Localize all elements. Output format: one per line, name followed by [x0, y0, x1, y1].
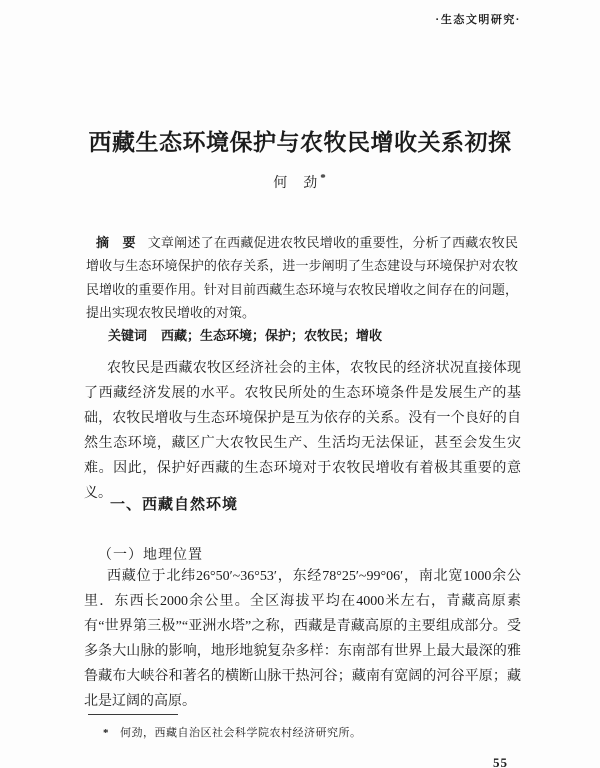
abstract-paragraph [86, 231, 518, 325]
article-title: 西藏生态环境保护与农牧民增收关系初探 [88, 129, 512, 155]
author-line [0, 172, 600, 192]
abstract-label: 摘 要 [96, 235, 136, 250]
section-heading: 一、西藏自然环境 [110, 496, 239, 513]
footnote [103, 724, 503, 740]
footnote-text: 何劲，西藏自治区社会科学院农村经济研究所。 [120, 727, 362, 739]
keywords-line [86, 324, 518, 347]
author-name: 何 劲 [273, 176, 319, 191]
geography-paragraph: 西藏位于北纬26°50′~36°53′，东经78°25′~99°06′，南北宽1000余公里．东西长2000余公里。全区海拔平均在4000米左右，青藏高原素有“世界第三极”“亚洲水塔”之称，西藏是青藏高原的主要组成部分。受多条大山脉的影响，地形地貌复杂多样：东南部有世界上最大最深的雅鲁藏布大峡谷和著名的横断山脉干热河谷；藏南有宽阔的河谷平原；藏北是辽阔的高原。 [84, 569, 521, 709]
subsection-heading: （一）地理位置 [98, 548, 203, 563]
journal-column-label: ·生态文明研究· [435, 14, 521, 26]
page-number: 55 [493, 755, 508, 768]
abstract-text: 文章阐述了在西藏促进农牧民增收的重要性，分析了西藏农牧民增收与生态环境保护的依存关系，进一步阐明了生态建设与环境保护对农牧民增收的重要作用。针对目前西藏生态环境与农牧民增收之间存在的问题，提出实现农牧民增收的对策。 [86, 235, 518, 321]
intro-paragraph: 农牧民是西藏农牧区经济社会的主体，农牧民的经济状况直接体现了西藏经济发展的水平。农牧民所处的生态环境条件是发展生产的基础，农牧民增收与生态环境保护是互为依存的关系。没有一个良好的自然生态环境，藏区广大农牧民生产、生活均无法保证，甚至会发生灾难。因此，保护好西藏的生态环境对于农牧民增收有着极其重要的意义。 [84, 361, 521, 501]
keywords-text: 西藏；生态环境；保护；农牧民；增收 [161, 328, 383, 343]
footnote-divider [88, 714, 178, 715]
author-note-marker: * [320, 172, 327, 184]
footnote-marker: * [103, 727, 109, 739]
keywords-label: 关键词 [108, 328, 148, 343]
